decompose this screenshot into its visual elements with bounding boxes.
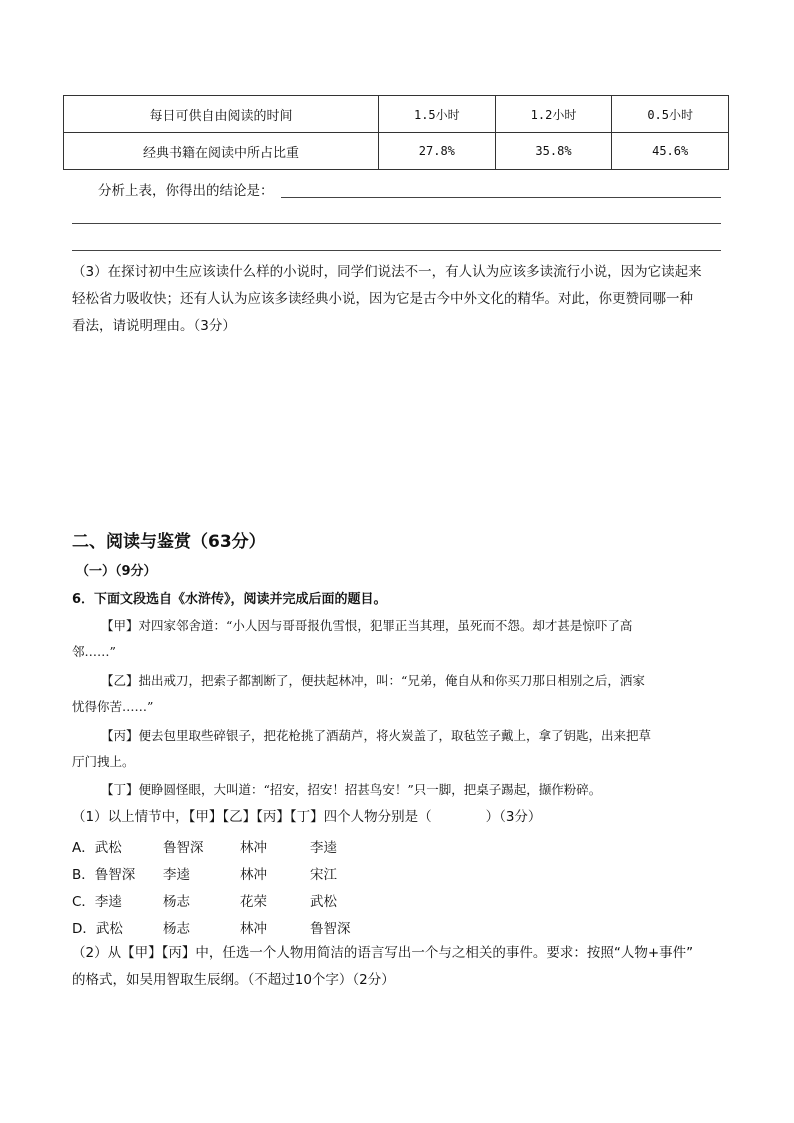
- option-a-item: 李逵: [310, 840, 337, 856]
- passage-yi: 【乙】拙出戒刀，把索子都割断了，便扶起林冲，叫：“兄弟，俺自从和你买刀那日相别之后，洒家: [101, 673, 645, 688]
- question-3-line: 看法，请说明理由。（3分）: [72, 318, 236, 334]
- reading-time-table: [63, 95, 729, 170]
- option-d-item: 鲁智深: [310, 921, 351, 937]
- option-d[interactable]: D．武松: [72, 921, 123, 937]
- option-a-item: 林冲: [240, 840, 267, 856]
- passage-jia: 【甲】对四家邻舍道：“小人因与哥哥报仇雪恨，犯罪正当其理，虽死而不怨。却才甚是惊吓了高: [101, 618, 633, 633]
- table-cell: 1.5小时: [379, 96, 496, 133]
- sub-question-2: （2）从【甲】【丙】中，任选一个人物用简洁的语言写出一个与之相关的事件。要求：按照“人物+事件”: [72, 945, 694, 961]
- option-c[interactable]: C．李逵: [72, 894, 122, 910]
- option-b-item: 李逵: [163, 867, 190, 883]
- answer-line[interactable]: [72, 250, 721, 251]
- sub-question-2: 的格式，如吴用智取生辰纲。（不超过10个字）（2分）: [72, 972, 395, 988]
- option-c-item: 武松: [310, 894, 337, 910]
- passage-bing: 厅门拽上。: [72, 754, 135, 769]
- table-cell: 35.8%: [495, 133, 612, 170]
- option-a-item: 鲁智深: [163, 840, 204, 856]
- option-c-item: 杨志: [163, 894, 190, 910]
- answer-line[interactable]: [72, 223, 721, 224]
- answer-line[interactable]: [281, 197, 721, 198]
- analysis-prompt: 分析上表，你得出的结论是：: [98, 183, 274, 199]
- table-cell: 27.8%: [379, 133, 496, 170]
- option-a[interactable]: A．武松: [72, 840, 122, 856]
- question-3-line: （3）在探讨初中生应该读什么样的小说时，同学们说法不一，有人认为应该多读流行小说，因为它读起来: [72, 264, 702, 280]
- passage-jia: 邻……”: [72, 644, 116, 659]
- option-b-item: 林冲: [240, 867, 267, 883]
- option-d-item: 林冲: [240, 921, 267, 937]
- table-cell: 45.6%: [612, 133, 729, 170]
- option-b[interactable]: B．鲁智深: [72, 867, 136, 883]
- passage-ding: 【丁】便睁圆怪眼，大叫道：“招安，招安！招甚鸟安！”只一脚，把桌子踢起，撷作粉碎。: [101, 782, 602, 797]
- table-row-label: 每日可供自由阅读的时间: [64, 96, 379, 133]
- question-3-line: 轻松省力吸收快；还有人认为应该多读经典小说，因为它是古今中外文化的精华。对此，你更赞同哪一种: [72, 291, 693, 307]
- table-row: [64, 96, 729, 133]
- passage-bing: 【丙】便去包里取些碎银子，把花枪挑了酒葫芦，将火炭盖了，取毡笠子戴上，拿了钥匙，出来把草: [101, 728, 652, 743]
- sub-question-1: （1）以上情节中，【甲】【乙】【丙】【丁】四个人物分别是（ ）（3分）: [72, 809, 542, 825]
- table-row: [64, 133, 729, 170]
- table-cell: 1.2小时: [495, 96, 612, 133]
- option-c-item: 花荣: [240, 894, 267, 910]
- question-6-title: 6．下面文段选自《水浒传》，阅读并完成后面的题目。: [72, 592, 387, 607]
- table-cell: 0.5小时: [612, 96, 729, 133]
- table-row-label: 经典书籍在阅读中所占比重: [64, 133, 379, 170]
- option-b-item: 宋江: [310, 867, 337, 883]
- option-d-item: 杨志: [163, 921, 190, 937]
- section-heading: 二、阅读与鉴赏（63分）: [72, 532, 266, 552]
- subsection-heading: （一）（9分）: [76, 564, 157, 579]
- passage-yi: 忧得你苦……”: [72, 699, 154, 714]
